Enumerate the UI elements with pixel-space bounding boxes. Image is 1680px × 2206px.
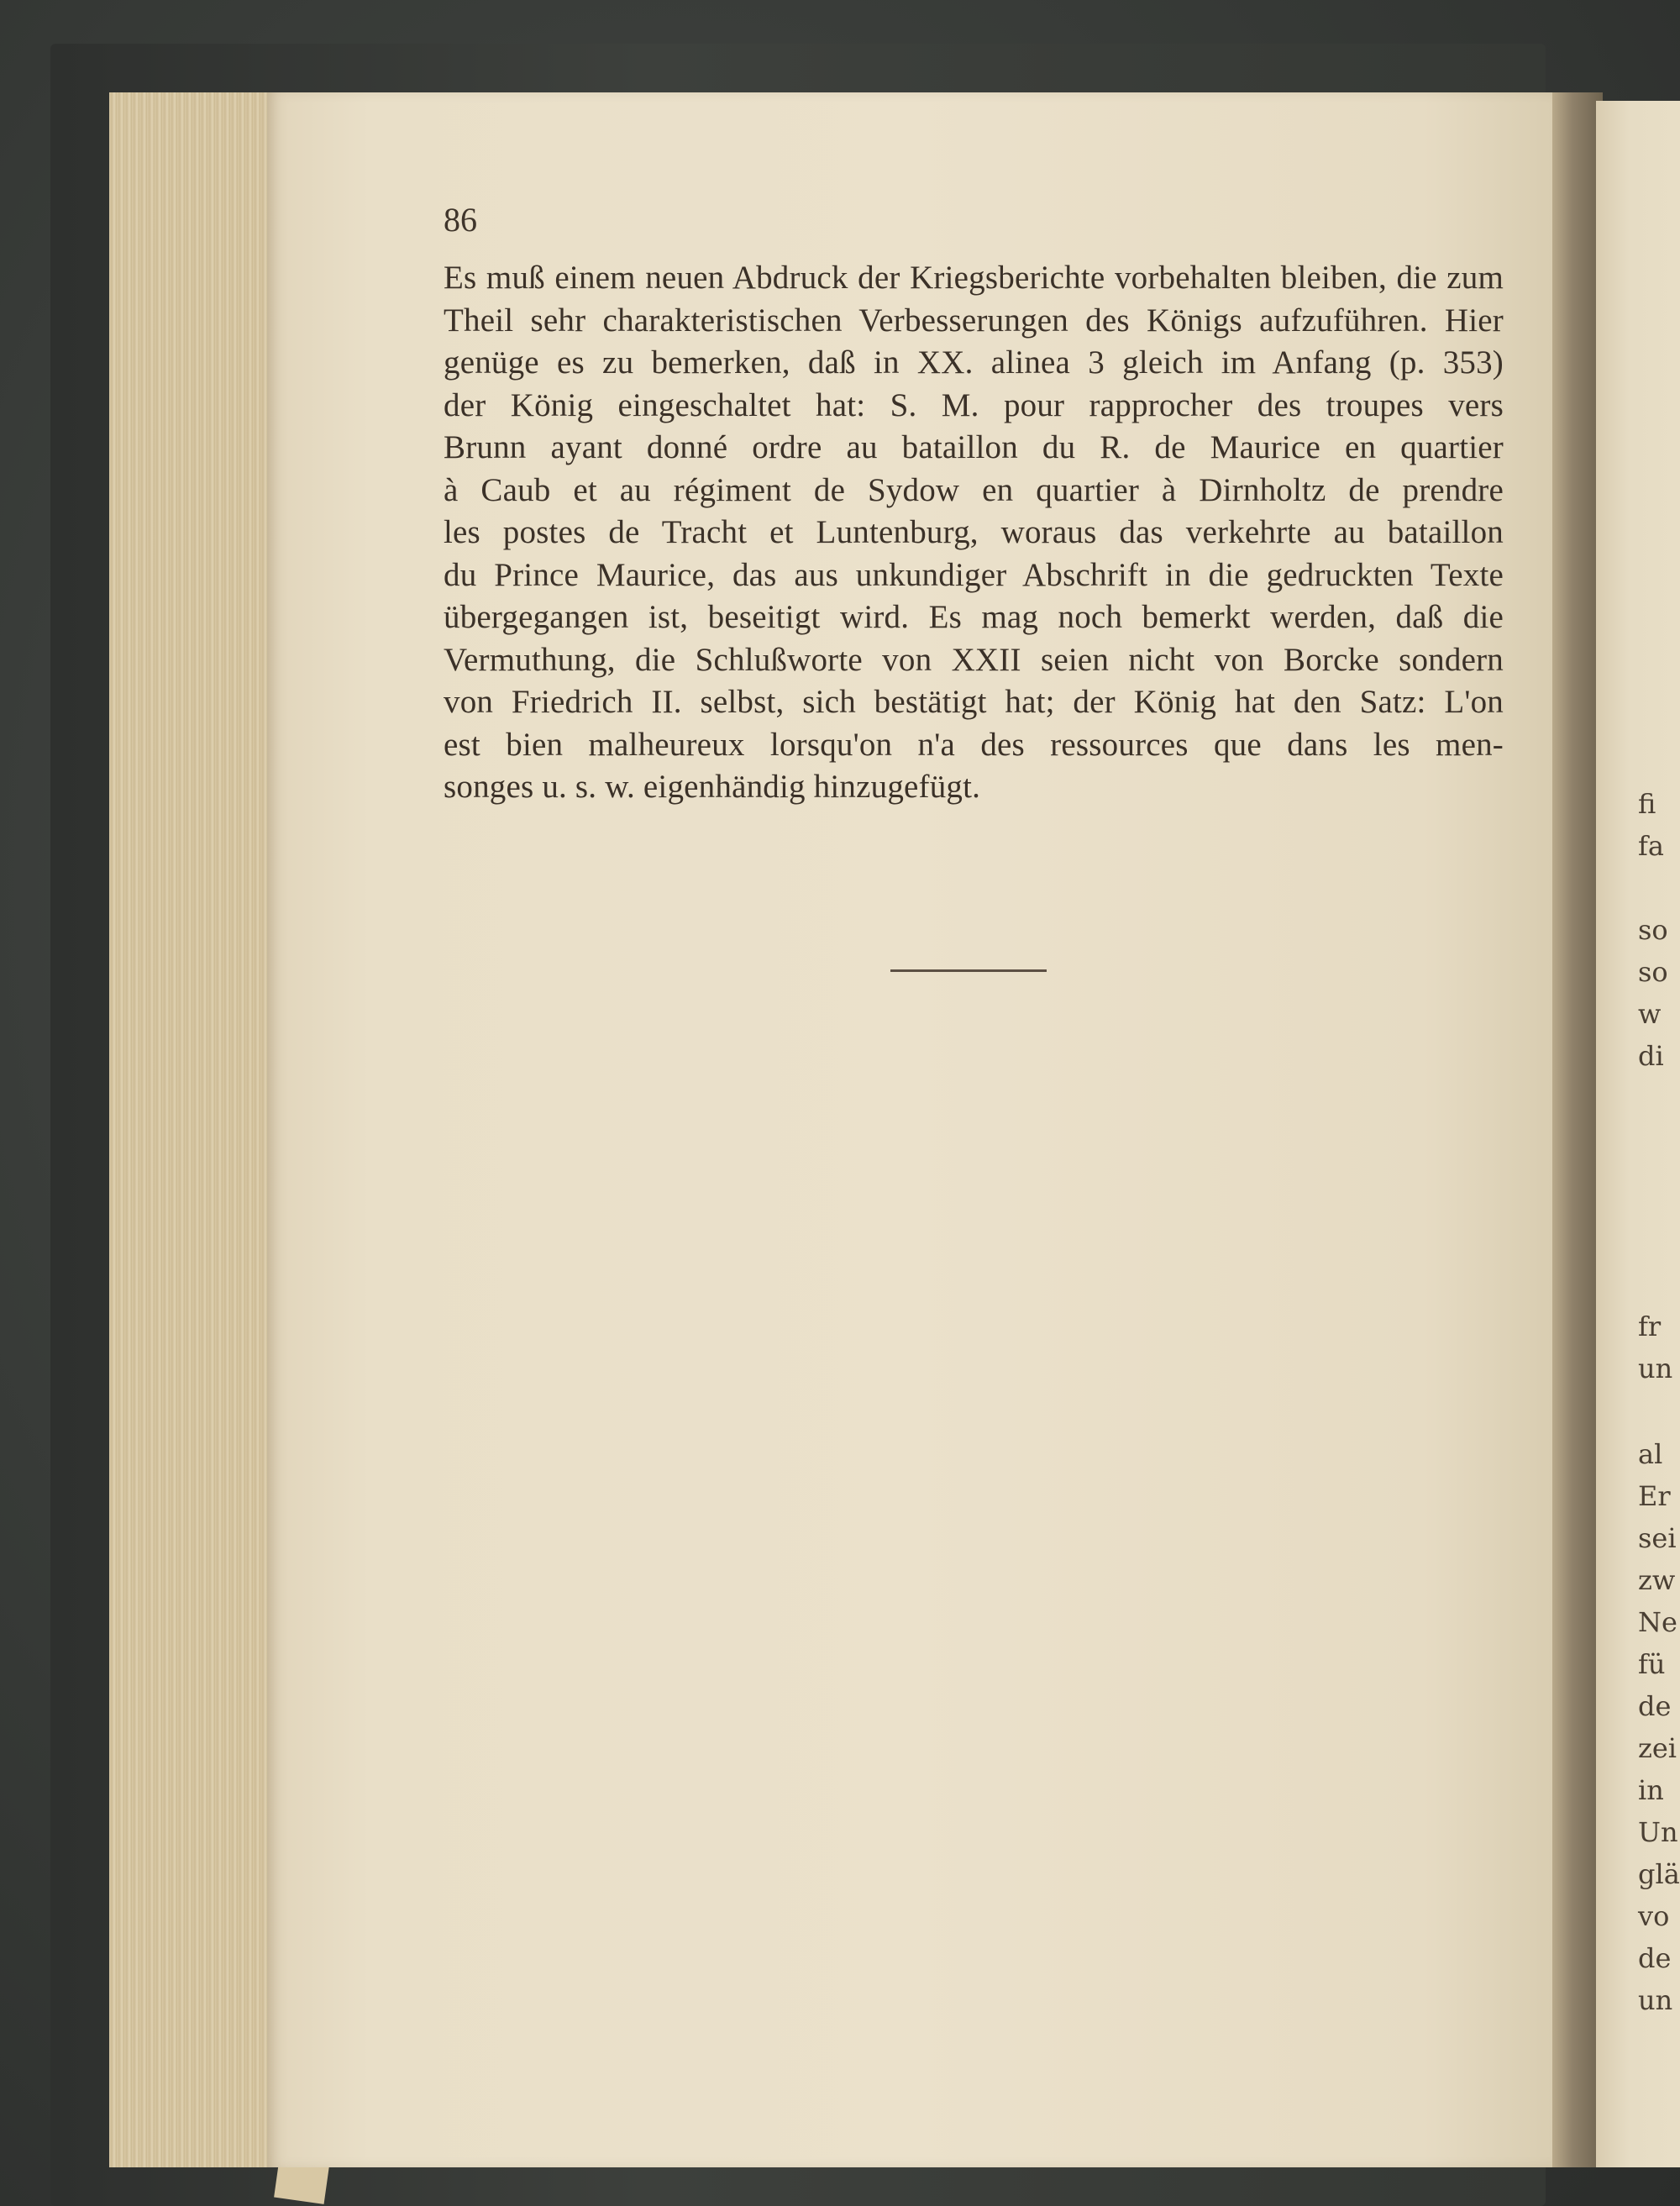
facing-fragment: fü bbox=[1638, 1648, 1666, 1680]
text-line: Brunn ayant donné ordre au bataillon du R. de Maurice en quartier bbox=[444, 429, 1504, 465]
facing-fragment: vo bbox=[1638, 1900, 1670, 1932]
facing-fragment: fr bbox=[1638, 1310, 1662, 1342]
facing-fragment: al bbox=[1638, 1438, 1663, 1470]
text-line: Vermuthung, die Schlußworte von XXII seien nicht von Borcke sondern bbox=[444, 641, 1504, 678]
facing-fragment: w bbox=[1638, 998, 1662, 1030]
left-page bbox=[267, 92, 1552, 2167]
text-line: est bien malheureux lorsqu'on n'a des ressources que dans les men- bbox=[444, 726, 1504, 763]
text-line: übergegangen ist, beseitigt wird. Es mag noch bemerkt werden, daß die bbox=[444, 599, 1504, 635]
text-line: der König eingeschaltet hat: S. M. pour rapprocher des troupes vers bbox=[444, 386, 1504, 423]
text-line: Theil sehr charakteristischen Verbesserungen des Königs aufzuführen. Hier bbox=[444, 302, 1504, 339]
facing-fragment: so bbox=[1638, 956, 1668, 988]
facing-fragment: zei bbox=[1638, 1732, 1677, 1764]
facing-fragment: glä bbox=[1638, 1858, 1680, 1890]
facing-fragment: di bbox=[1638, 1040, 1664, 1072]
book-gutter bbox=[1552, 92, 1603, 2167]
facing-fragment: de bbox=[1638, 1690, 1672, 1722]
text-line: les postes de Tracht et Luntenburg, woraus das verkehrte au bataillon bbox=[444, 514, 1504, 550]
text-line: von Friedrich II. selbst, sich bestätigt hat; der König hat den Satz: L'on bbox=[444, 684, 1504, 720]
facing-fragment: un bbox=[1638, 1984, 1673, 2016]
page-edges bbox=[109, 92, 278, 2167]
text-line: songes u. s. w. eigenhändig hinzugefügt. bbox=[444, 769, 981, 805]
facing-fragment: in bbox=[1638, 1774, 1664, 1806]
text-line: genüge es zu bemerken, daß in XX. alinea 3 gleich im Anfang (p. 353) bbox=[444, 344, 1504, 381]
body-text bbox=[444, 257, 1504, 809]
facing-fragment: so bbox=[1638, 914, 1668, 946]
text-line: Es muß einem neuen Abdruck der Kriegsberichte vorbehalten bleiben, die zum bbox=[444, 260, 1504, 296]
facing-page bbox=[1596, 101, 1680, 2167]
facing-fragment: un bbox=[1638, 1352, 1673, 1384]
facing-fragment: fi bbox=[1638, 788, 1656, 820]
facing-fragment: Ne bbox=[1638, 1606, 1677, 1638]
text-line: du Prince Maurice, das aus unkundiger Abschrift in die gedruckten Texte bbox=[444, 556, 1504, 593]
facing-fragment: de bbox=[1638, 1942, 1672, 1974]
facing-fragment: sei bbox=[1638, 1522, 1677, 1554]
facing-fragment: zw bbox=[1638, 1564, 1676, 1596]
page-number: 86 bbox=[444, 201, 477, 239]
facing-fragment: Un bbox=[1638, 1816, 1678, 1848]
facing-fragment: Er bbox=[1638, 1480, 1671, 1512]
facing-fragment: fa bbox=[1638, 830, 1664, 862]
text-line: à Caub et au régiment de Sydow en quartier à Dirnholtz de prendre bbox=[444, 471, 1504, 508]
section-rule bbox=[890, 969, 1047, 972]
